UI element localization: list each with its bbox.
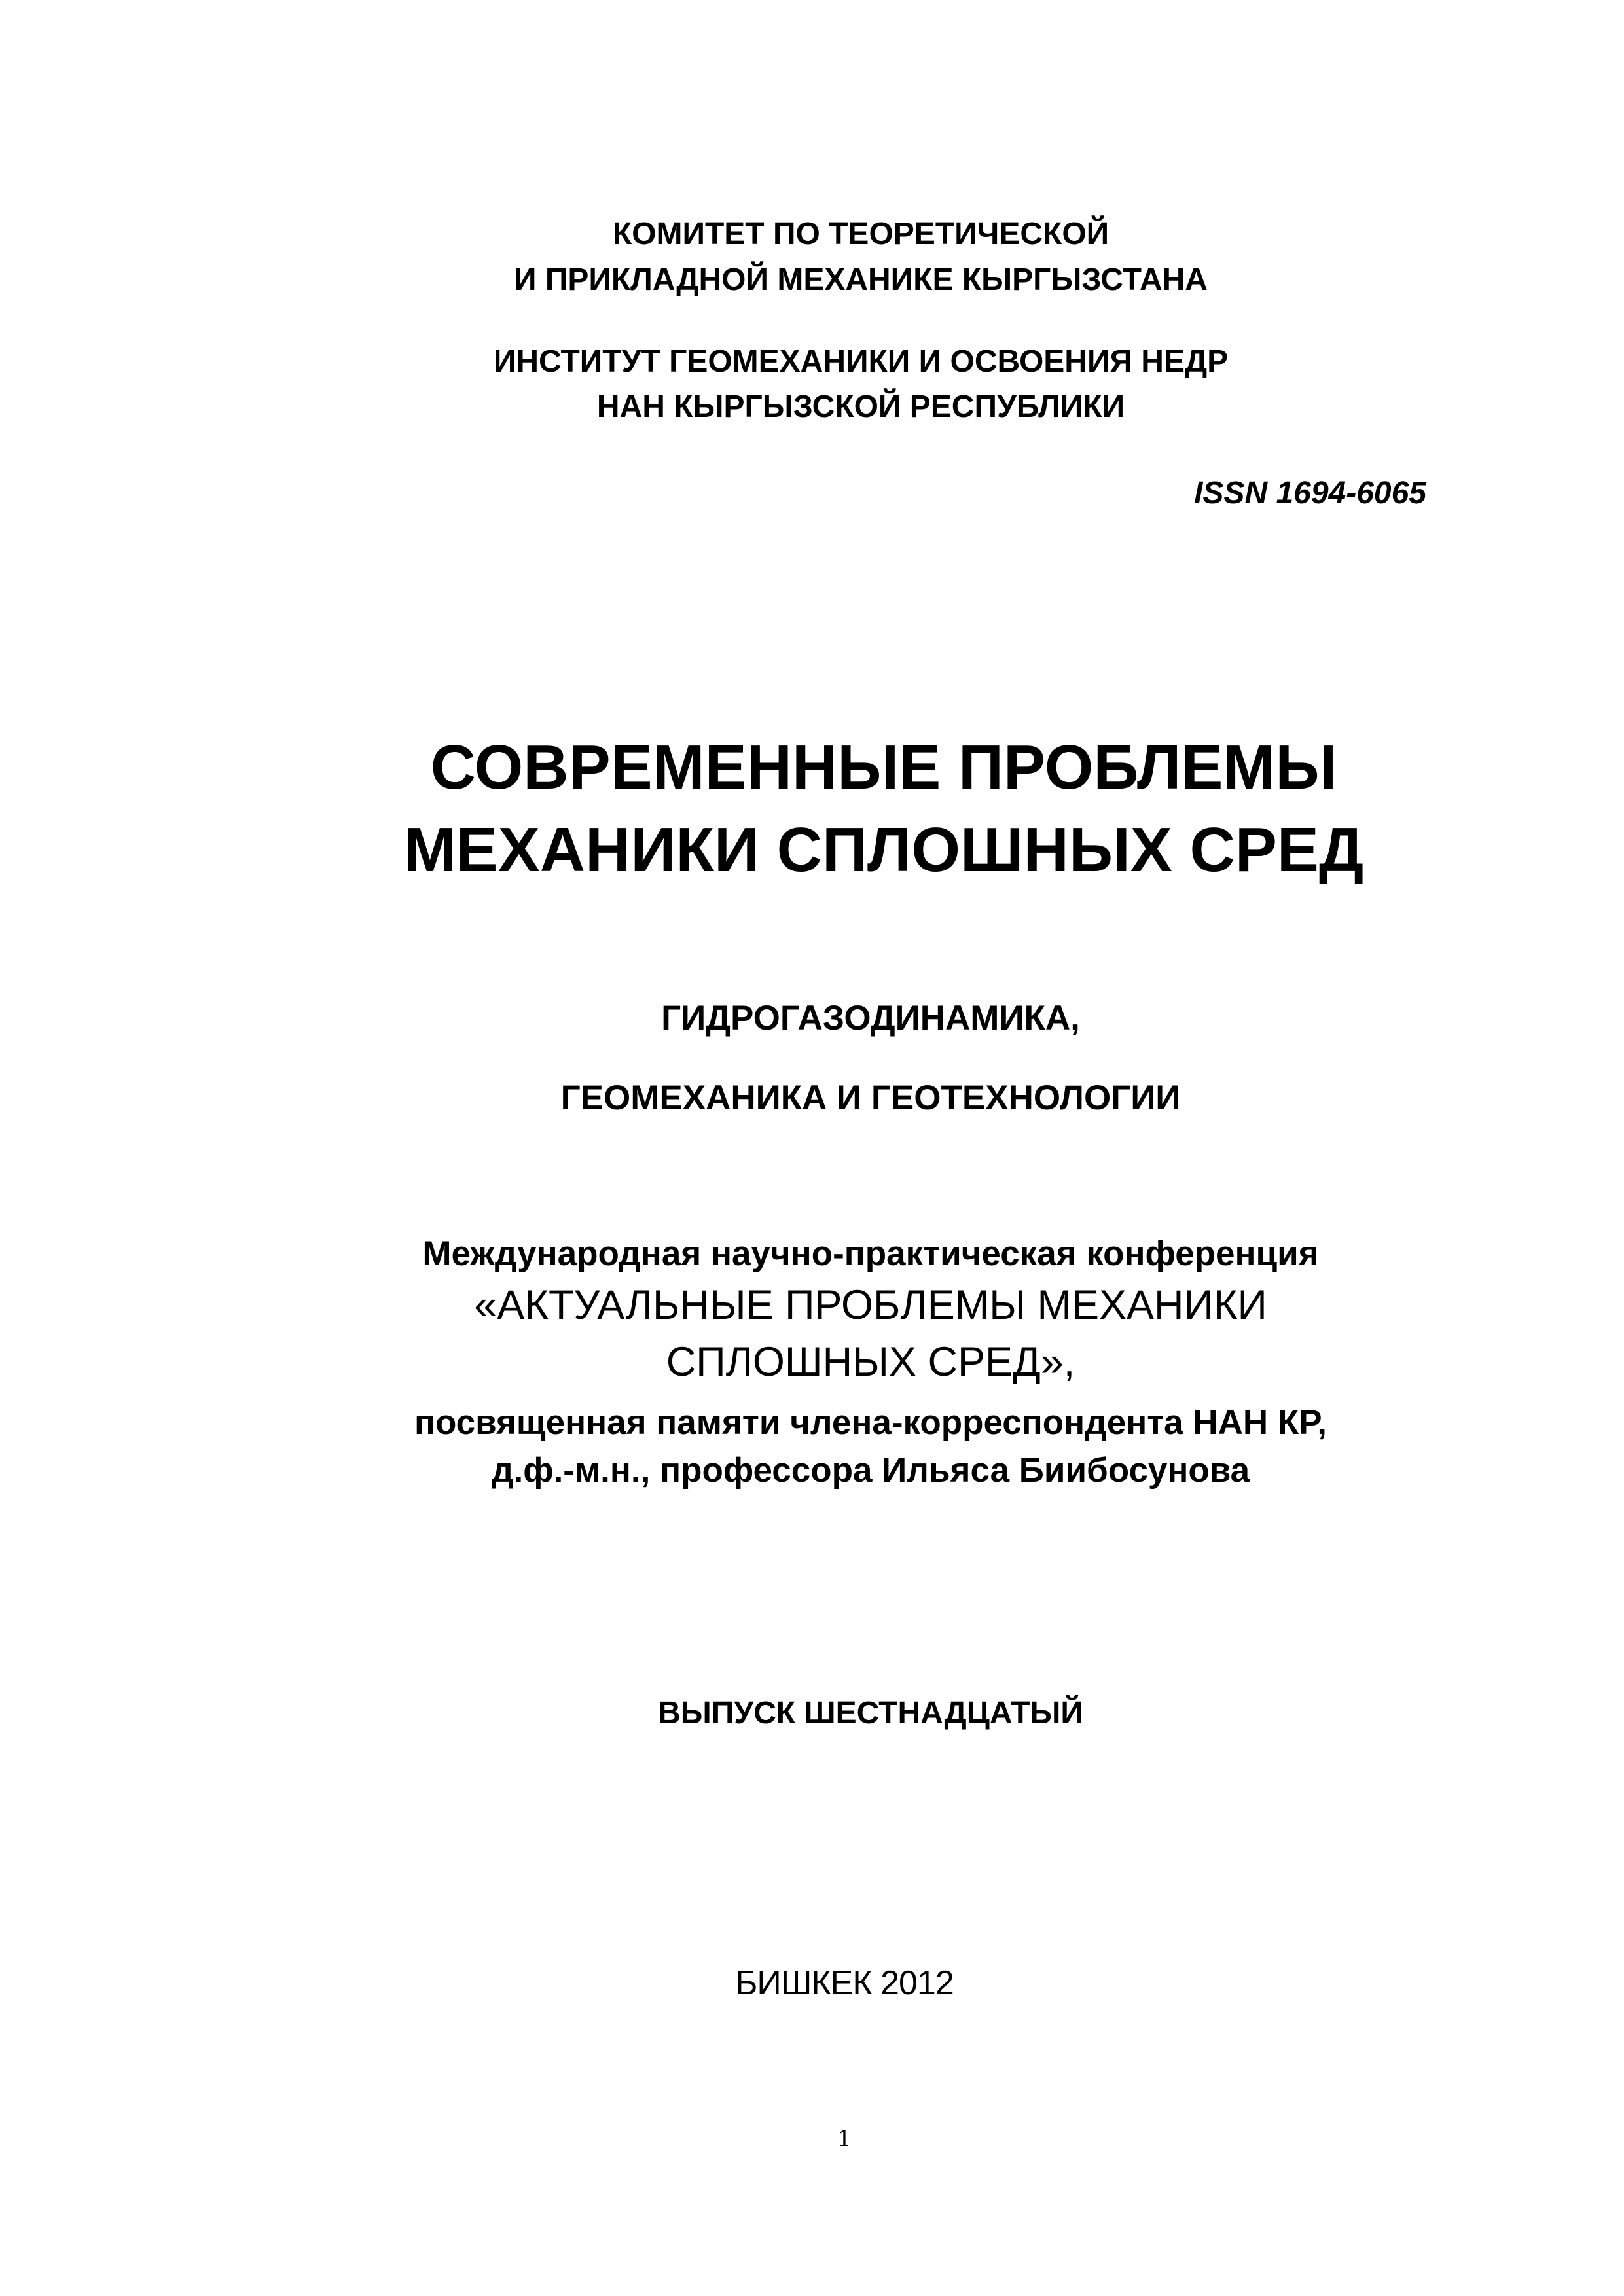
subtitle-line-1: ГИДРОГАЗОДИНАМИКА, bbox=[661, 999, 1080, 1037]
conference-line-4: посвященная памяти члена-корреспондента НАН КР, bbox=[414, 1403, 1327, 1442]
subtitle-line-2: ГЕОМЕХАНИКА И ГЕОТЕХНОЛОГИИ bbox=[560, 1079, 1181, 1117]
main-title-line-2: МЕХАНИКИ СПЛОШНЫХ СРЕД bbox=[403, 815, 1364, 885]
institute-line-1: ИНСТИТУТ ГЕОМЕХАНИКИ И ОСВОЕНИЯ НЕДР bbox=[493, 344, 1229, 379]
city-year: БИШКЕК 2012 bbox=[735, 1964, 954, 2002]
page-number: 1 bbox=[837, 2126, 852, 2152]
conference-line-1: Международная научно-практическая конференция bbox=[422, 1234, 1319, 1273]
conference-line-2: «АКТУАЛЬНЫЕ ПРОБЛЕМЫ МЕХАНИКИ bbox=[474, 1282, 1267, 1328]
committee-line-1: КОМИТЕТ ПО ТЕОРЕТИЧЕСКОЙ bbox=[612, 217, 1110, 251]
issue-label: ВЫПУСК ШЕСТНАДЦАТЫЙ bbox=[658, 1696, 1083, 1731]
issn: ISSN 1694-6065 bbox=[1194, 476, 1426, 511]
main-title-line-1: СОВРЕМЕННЫЕ ПРОБЛЕМЫ bbox=[430, 732, 1337, 802]
committee-line-2: И ПРИКЛАДНОЙ МЕХАНИКЕ КЫРГЫЗСТАНА bbox=[514, 262, 1208, 297]
conference-line-5: д.ф.-м.н., профессора Ильяса Биибосунова bbox=[491, 1451, 1250, 1490]
institute-line-2: НАН КЫРГЫЗСКОЙ РЕСПУБЛИКИ bbox=[596, 389, 1125, 424]
conference-line-3: СПЛОШНЫХ СРЕД», bbox=[666, 1339, 1075, 1385]
